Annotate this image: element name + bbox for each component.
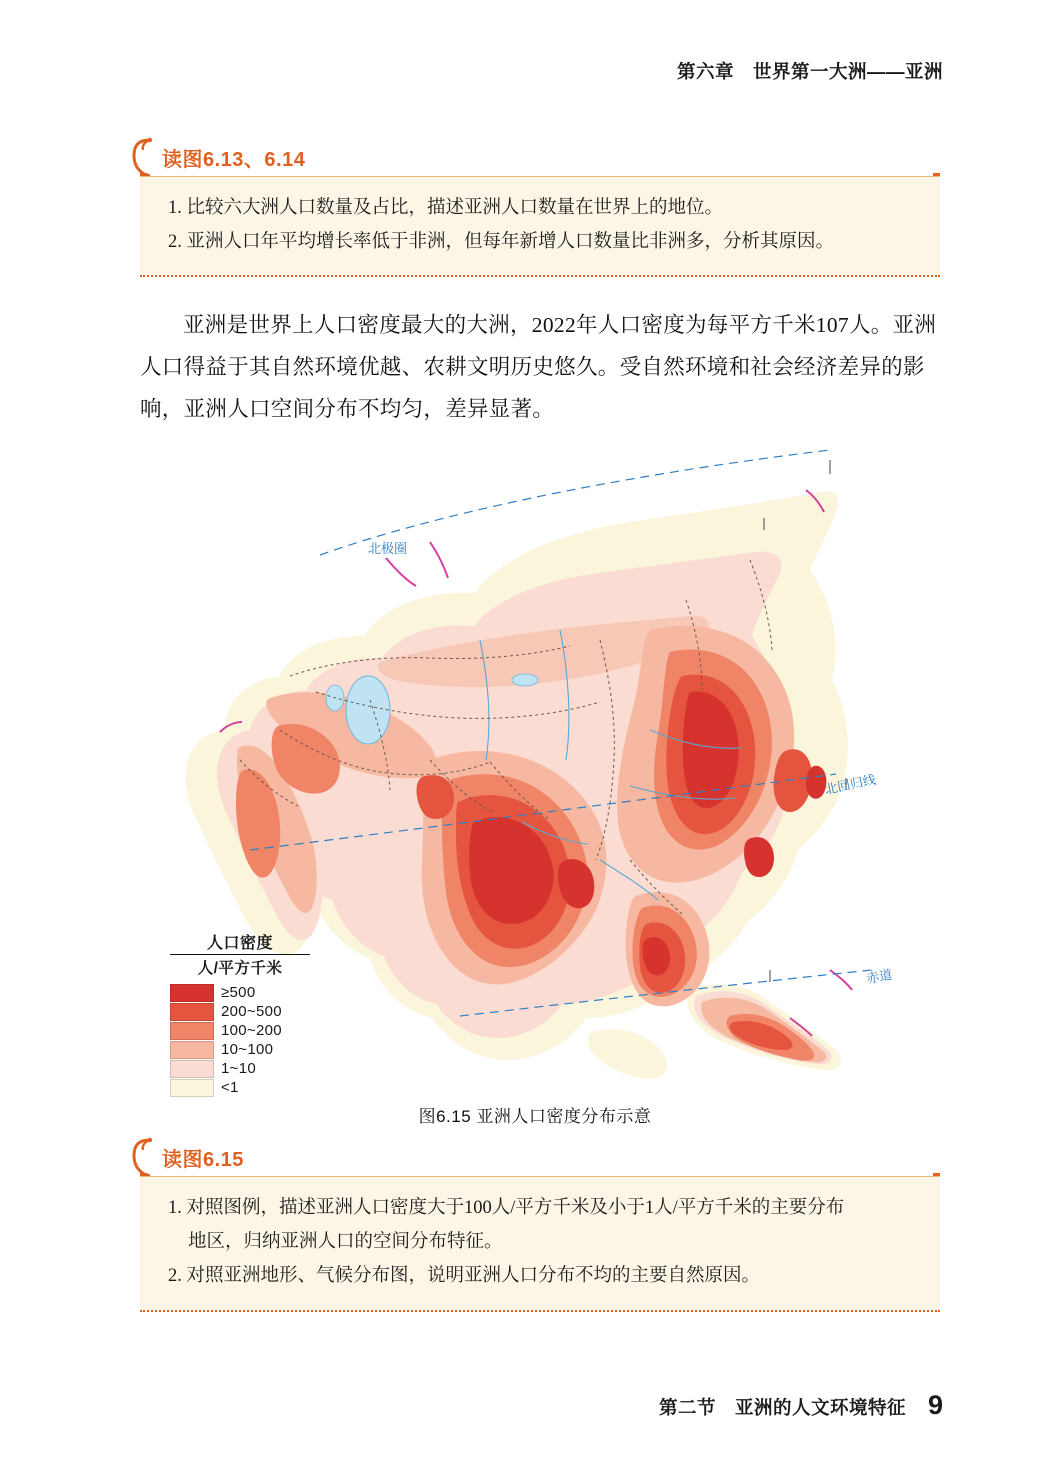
map-label-equator: 赤道 bbox=[865, 966, 894, 987]
legend-item bbox=[170, 1059, 310, 1078]
activity-1-body bbox=[140, 176, 940, 275]
activity-2-title: 读图6.15 bbox=[162, 1148, 244, 1171]
activity-2-item-cont: 地区，归纳亚洲人口的空间分布特征。 bbox=[188, 1232, 503, 1253]
legend-title: 人口密度 bbox=[206, 935, 273, 952]
activity-box-1 bbox=[140, 140, 940, 277]
map-legend bbox=[170, 930, 310, 1097]
legend-swatch bbox=[170, 984, 214, 1002]
legend-label: <1 bbox=[221, 1079, 239, 1096]
activity-1-item: 1. 比较六大洲人口数量及占比，描述亚洲人口数量在世界上的地位。 bbox=[168, 198, 724, 218]
activity-2-body bbox=[140, 1176, 940, 1310]
legend-rows bbox=[170, 983, 310, 1097]
body-paragraph: 亚洲是世界上人口密度最大的大洲，2022年人口密度为每平方千米107人。亚洲人口得益于其自然环境优越、农耕文明历史悠久。受自然环境和社会经济差异的影响，亚洲人口空间分布不均匀，差异显著。 bbox=[140, 313, 937, 421]
legend-swatch bbox=[170, 1022, 214, 1040]
activity-1-title-row bbox=[140, 140, 940, 174]
legend-subtitle: 人/平方千米 bbox=[170, 954, 310, 978]
activity-1-title: 读图6.13、6.14 bbox=[162, 148, 306, 171]
legend-swatch bbox=[170, 1041, 214, 1059]
legend-swatch bbox=[170, 1060, 214, 1078]
figure-6-15 bbox=[130, 430, 940, 1130]
legend-label: ≥500 bbox=[221, 984, 256, 1001]
activity-1-divider bbox=[140, 275, 940, 277]
figure-caption: 图6.15 亚洲人口密度分布示意 bbox=[418, 1107, 652, 1126]
page-number: 9 bbox=[927, 1390, 943, 1420]
running-head: 第六章 世界第一大洲——亚洲 bbox=[676, 61, 943, 82]
legend-item bbox=[170, 1002, 310, 1021]
legend-label: 10~100 bbox=[221, 1041, 274, 1058]
legend-item bbox=[170, 983, 310, 1002]
legend-swatch bbox=[170, 1079, 214, 1097]
activity-2-title-row bbox=[140, 1140, 940, 1174]
legend-label: 100~200 bbox=[221, 1022, 282, 1039]
activity-box-2 bbox=[140, 1140, 940, 1312]
map-label-arctic-circle: 北极圈 bbox=[368, 541, 408, 556]
legend-label: 1~10 bbox=[221, 1060, 256, 1077]
legend-item bbox=[170, 1040, 310, 1059]
map-label-tropic-of-cancer: 北回归线 bbox=[823, 771, 878, 798]
legend-label: 200~500 bbox=[221, 1003, 282, 1020]
legend-item bbox=[170, 1021, 310, 1040]
activity-2-item: 1. 对照图例，描述亚洲人口密度大于100人/平方千米及小于1人/平方千米的主要分布 bbox=[168, 1198, 845, 1218]
footer-section-title: 第二节 亚洲的人文环境特征 bbox=[658, 1397, 906, 1418]
legend-item bbox=[170, 1078, 310, 1097]
activity-2-divider bbox=[140, 1310, 940, 1312]
legend-swatch bbox=[170, 1003, 214, 1021]
activity-2-item: 2. 对照亚洲地形、气候分布图，说明亚洲人口分布不均的主要自然原因。 bbox=[168, 1266, 761, 1287]
activity-1-item: 2. 亚洲人口年平均增长率低于非洲，但每年新增人口数量比非洲多，分析其原因。 bbox=[168, 232, 835, 253]
page-footer bbox=[659, 1390, 943, 1421]
